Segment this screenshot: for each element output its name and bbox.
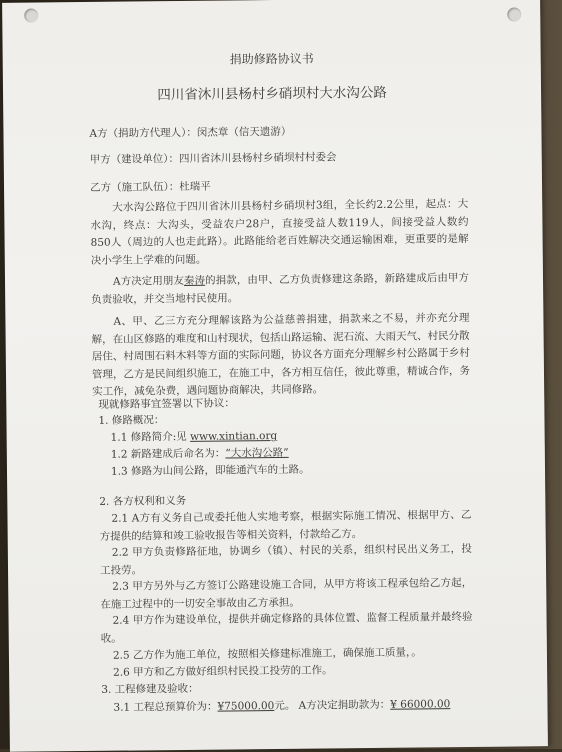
section-1-2 <box>111 445 289 462</box>
document-page <box>2 0 548 752</box>
donation-amount-value: ¥ 66000.00 <box>390 698 451 711</box>
donation-text-pre: A方决定用朋友 <box>112 274 185 288</box>
donation-text-post: 的捐款，由甲、乙方负责修建这条路，新路建成后由甲方负责验收，并交当地村民使用。 <box>91 271 470 306</box>
budget-label: 3.1 工程总预算价为： <box>113 700 218 714</box>
donation-amount-label: 元。 A方决定捐助款为： <box>274 698 391 713</box>
paragraph-overview: 大水沟公路位于四川省沐川县杨村乡硝坝村3组，全长约2.2公里，起点：大水沟，终点：大沟头，受益农户28户，直接受益人数119人，间接受益人数约850人（周边的人也走此路）。此路能给老百姓解决交通运输困难，更重要的是解决小学生上学难的问题。 <box>90 197 469 267</box>
party-a: A方（捐助方代理人）：闵杰章（信天遗游） <box>89 125 292 140</box>
section-2-2: 2.2 甲方负责修路征地，协调乡（镇）、村民的关系，组织村民出义务工，投工投劳。 <box>99 542 472 577</box>
section-1-1-label: 1.1 修路简介:见 <box>110 430 191 444</box>
document-title: 捐助修路协议书 <box>229 51 314 67</box>
party-yi: 乙方（施工队伍）：杜瑞平 <box>89 180 211 194</box>
punch-hole <box>24 8 38 22</box>
section-1-3: 1.3 修路为山间公路，即能通汽车的土路。 <box>110 463 310 478</box>
section-3-1 <box>113 696 450 715</box>
section-1-1 <box>111 428 278 445</box>
agreement-intro: 现就修路事宜签署以下协议： <box>98 397 235 411</box>
website-link: www.xintian.org <box>190 429 278 443</box>
section-2-1: 2.1 A方有义务自己或委托他人实地考察，根据实际施工情况、根据甲方、乙方提供的结算和竣工验收报告等相关资料，付款给乙方。 <box>99 508 472 543</box>
punch-hole <box>507 7 521 21</box>
road-name: “大水沟公路” <box>225 446 289 460</box>
budget-value: ¥75000.00 <box>217 700 275 713</box>
section-2-5: 2.5 乙方作为施工单位，按照相关修建标准施工，确保施工质量，。 <box>112 646 422 662</box>
section-1-2-label: 1.2 新路建成后命名为： <box>110 447 226 461</box>
section-2-6: 2.6 甲方和乙方做好组织村民投工投劳的工作。 <box>113 664 333 679</box>
document-subtitle: 四川省沐川县杨村乡硝坝村大水沟公路 <box>157 84 387 104</box>
paragraph-donation <box>91 270 469 309</box>
section-2-3: 2.3 甲方另外与乙方签订公路建设施工合同，从甲方将该工程承包给乙方起，在施工过程中的一切安全事故由乙方承担。 <box>100 576 473 611</box>
party-jia: 甲方（建设单位）：四川省沐川县杨村乡硝坝村村委会 <box>89 151 337 166</box>
donor-name: 秦涛 <box>183 274 206 287</box>
section-3-heading: 3. 工程修建及验收： <box>101 682 199 696</box>
paragraph-understanding: A、甲、乙三方充分理解该路为公益慈善捐建，捐款来之不易，并亦充分理解，在山区修路的难度和山村现状，包括山路运输、泥石流、大雨天气、村民分散居住、村周围石料木料等方面的实际问题，协议各方面充分理解乡村公路属于乡村管理，乙方是民间组织施工，在施工中，各方相互信任，彼此尊重，精诚合作，务实工作，减免杂费，遇问题协商解决，共同修路。 <box>91 311 471 398</box>
section-1-heading: 1. 修路概况： <box>98 414 165 427</box>
section-2-heading: 2. 各方权利和义务 <box>99 494 187 508</box>
section-2-4: 2.4 甲方作为建设单位，提供并确定修路的具体位置、监督工程质量并最终验收。 <box>100 610 473 645</box>
